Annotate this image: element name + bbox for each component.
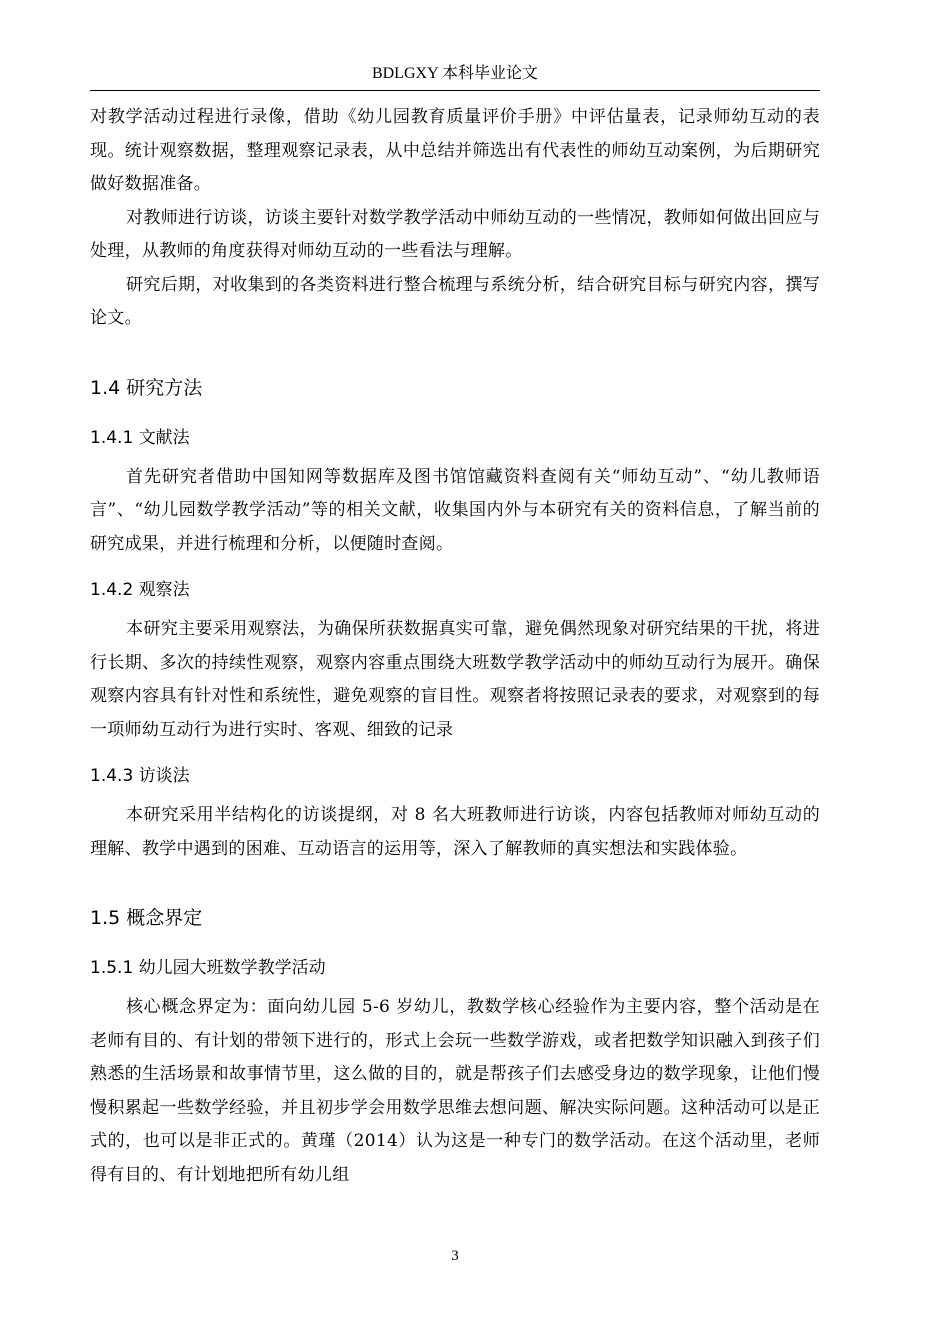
subsection-heading-1-4-3: 1.4.3 访谈法 xyxy=(90,766,190,786)
subsection-text-1-4-1: 首先研究者借助中国知网等数据库及图书馆馆藏资料查阅有关“师幼互动”、“幼儿教师语言”、“幼儿园数学教学活动”等的相关文献，收集国内外与本研究有关的资料信息，了解当前的研究成果，并进行梳理和分析，以便随时查阅。 xyxy=(90,466,820,554)
subsection-text-1-4-2: 本研究主要采用观察法，为确保所获数据真实可靠，避免偶然现象对研究结果的干扰，将进行长期、多次的持续性观察，观察内容重点围绕大班数学教学活动中的师幼互动行为展开。确保观察内容具有针对性和系统性，避免观察的盲目性。观察者将按照记录表的要求，对观察到的每一项师幼互动行为进行实时、客观、细致的记录 xyxy=(90,619,820,740)
page-header: BDLGXY 本科毕业论文 xyxy=(371,65,539,82)
subsection-text-1-5-1: 核心概念界定为：面向幼儿园 5-6 岁幼儿，教数学核心经验作为主要内容，整个活动是在老师有目的、有计划的带领下进行的，形式上会玩一些数学游戏，或者把数学知识融入到孩子们熟悉的生活场景和故事情节里，这么做的目的，就是帮孩子们去感受身边的数学现象，让他们慢慢积累起一些数学经验，并且初步学会用数学思维去想问题、解决实际问题。这种活动可以是正式的，也可以是非正式的。黄瑾（2014）认为这是一种专门的数学活动。在这个活动里，老师得有目的、有计划地把所有幼儿组 xyxy=(90,997,820,1185)
intro-paragraph-1: 对教学活动过程进行录像，借助《幼儿园教育质量评价手册》中评估量表，记录师幼互动的表现。统计观察数据，整理观察记录表，从中总结并筛选出有代表性的师幼互动案例，为后期研究做好数据准备。 xyxy=(90,107,820,194)
section-heading-1-4: 1.4 研究方法 xyxy=(90,376,203,399)
subsection-text-1-4-3: 本研究采用半结构化的访谈提纲，对 8 名大班教师进行访谈，内容包括教师对师幼互动的理解、教学中遇到的困难、互动语言的运用等，深入了解教师的真实想法和实践体验。 xyxy=(90,805,820,859)
subsection-heading-1-5-1: 1.5.1 幼儿园大班数学教学活动 xyxy=(90,958,326,978)
intro-paragraph-2: 对教师进行访谈，访谈主要针对数学教学活动中师幼互动的一些情况，教师如何做出回应与处理，从教师的角度获得对师幼互动的一些看法与理解。 xyxy=(90,207,820,261)
section-heading-1-5: 1.5 概念界定 xyxy=(90,907,203,929)
header-divider xyxy=(90,90,820,91)
intro-paragraph-3: 研究后期，对收集到的各类资料进行整合梳理与系统分析，结合研究目标与研究内容，撰写论文。 xyxy=(90,274,820,328)
subsection-heading-1-4-1: 1.4.1 文献法 xyxy=(90,427,190,448)
subsection-heading-1-4-2: 1.4.2 观察法 xyxy=(90,580,190,600)
page-body xyxy=(90,101,820,1192)
page-number: 3 xyxy=(451,1248,459,1264)
